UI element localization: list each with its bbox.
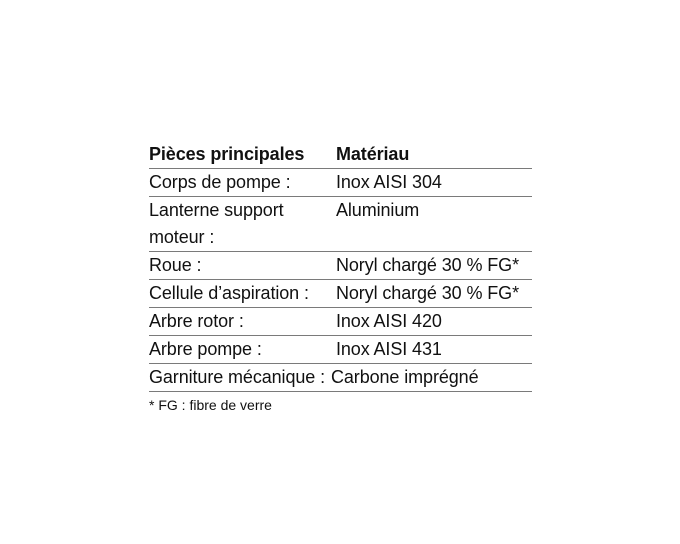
material-cell: Inox AISI 420	[336, 311, 442, 331]
piece-cell: Garniture mécanique :	[149, 367, 325, 387]
table-row	[149, 364, 532, 392]
table-row	[149, 197, 532, 252]
piece-cell: Roue :	[149, 255, 202, 275]
table-row	[149, 252, 532, 280]
material-cell: Carbone imprégné	[331, 367, 479, 387]
piece-cell: Cellule d’aspiration :	[149, 283, 309, 303]
table-row	[149, 169, 532, 197]
material-cell: Noryl chargé 30 % FG*	[336, 255, 519, 275]
table-row	[149, 336, 532, 364]
piece-cell: Arbre pompe :	[149, 339, 262, 359]
parts-material-table	[149, 141, 532, 392]
footnote: * FG : fibre de verre	[149, 397, 272, 413]
piece-cell: Corps de pompe :	[149, 172, 291, 192]
material-cell: Noryl chargé 30 % FG*	[336, 283, 519, 303]
material-cell: Inox AISI 431	[336, 339, 442, 359]
table-header-row	[149, 141, 532, 169]
parts-material-sheet	[149, 141, 532, 414]
material-cell: Aluminium	[336, 200, 420, 220]
piece-cell: Arbre rotor :	[149, 311, 244, 331]
material-cell: Inox AISI 304	[336, 172, 442, 192]
piece-cell: Lanterne support moteur :	[149, 200, 284, 247]
header-pieces: Pièces principales	[149, 144, 305, 164]
table-row	[149, 308, 532, 336]
table-row	[149, 280, 532, 308]
header-materiau: Matériau	[336, 144, 410, 164]
